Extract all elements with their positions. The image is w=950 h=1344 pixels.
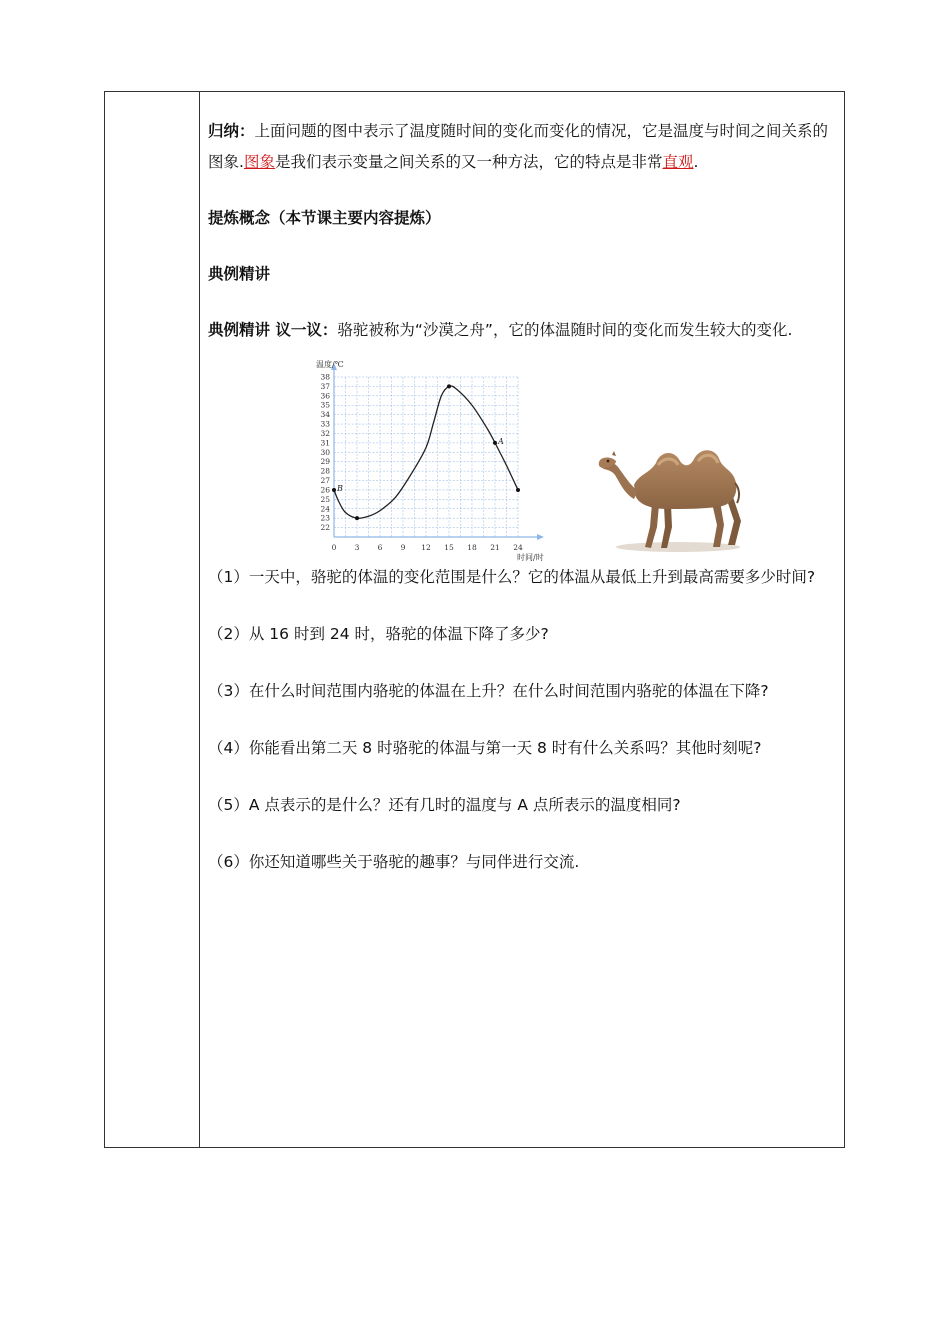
y-tick-label: 26	[320, 485, 330, 495]
example-text: 骆驼被称为“沙漠之舟”，它的体温随时间的变化而发生较大的变化.	[337, 321, 793, 339]
term-intuitive: 直观	[662, 153, 694, 171]
y-tick-label: 33	[320, 419, 330, 429]
concept-heading: 提炼概念（本节课主要内容提炼）	[208, 209, 441, 227]
question-5: （5）A 点表示的是什么？还有几时的温度与 A 点所表示的温度相同?	[208, 796, 681, 814]
data-point	[332, 488, 336, 492]
question-4: （4）你能看出第二天 8 时骆驼的体温与第一天 8 时有什么关系吗？其他时刻呢?	[208, 739, 762, 757]
temperature-chart	[312, 357, 552, 565]
column-divider	[199, 91, 200, 1148]
y-tick-label: 30	[320, 447, 330, 457]
point-label: A	[498, 436, 504, 446]
y-tick-label: 36	[320, 391, 330, 401]
x-tick-label: 21	[490, 543, 500, 552]
summary-text-3: .	[693, 153, 699, 171]
question-3: （3）在什么时间范围内骆驼的体温在上升？在什么时间范围内骆驼的体温在下降?	[208, 682, 769, 700]
camel-illustration	[594, 435, 754, 560]
example-label: 典例精讲 议一议：	[208, 321, 338, 339]
x-tick-label: 18	[467, 543, 477, 552]
y-tick-label: 25	[320, 494, 330, 504]
figure-row	[208, 357, 838, 567]
chart-grid	[334, 377, 518, 537]
summary-text-2: 是我们表示变量之间关系的又一种方法，它的特点是非常	[274, 153, 663, 171]
y-tick-label: 31	[320, 438, 330, 448]
x-tick-label: 0	[331, 543, 337, 552]
summary-label: 归纳：	[208, 122, 255, 140]
x-tick-label: 12	[421, 543, 431, 552]
point-label: B	[337, 483, 343, 493]
term-graph: 图象	[243, 153, 275, 171]
y-tick-label: 29	[320, 457, 330, 467]
x-tick-label: 9	[400, 543, 406, 552]
content-cell	[208, 116, 838, 877]
x-axis-arrow	[537, 534, 544, 540]
y-tick-label: 32	[320, 428, 330, 438]
y-tick-label: 24	[320, 504, 330, 514]
data-point	[447, 384, 451, 388]
example-paragraph	[208, 315, 838, 346]
chart-ticks	[320, 373, 523, 553]
y-tick-label: 23	[320, 513, 330, 523]
x-tick-label: 3	[354, 543, 360, 552]
data-point	[516, 488, 520, 492]
y-tick-label: 35	[320, 400, 330, 410]
y-tick-label: 22	[320, 523, 330, 533]
question-1: （1）一天中，骆驼的体温的变化范围是什么？它的体温从最低上升到最高需要多少时间?	[208, 568, 816, 586]
question-6: （6）你还知道哪些关于骆驼的趣事？与同伴进行交流.	[208, 853, 580, 871]
y-tick-label: 28	[320, 466, 330, 476]
x-tick-label: 24	[513, 543, 523, 552]
example-heading: 典例精讲	[208, 265, 271, 283]
data-point	[355, 516, 359, 520]
y-tick-label: 38	[320, 372, 330, 382]
summary-text-1: 上面问题的图中表示了温度随时间的变化而变化的情况，它是温度与时间之间关系的图象.	[208, 122, 829, 171]
y-tick-label: 27	[320, 476, 330, 486]
question-2: （2）从 16 时到 24 时，骆驼的体温下降了多少?	[208, 625, 549, 643]
x-tick-label: 15	[444, 543, 454, 552]
x-axis-label: 时间/时	[517, 553, 544, 562]
data-point	[493, 441, 497, 445]
y-axis-label: 温度/℃	[316, 360, 344, 369]
y-tick-label: 37	[320, 381, 330, 391]
x-tick-label: 6	[377, 543, 383, 552]
y-tick-label: 34	[320, 410, 330, 420]
question-list	[208, 563, 838, 877]
summary-paragraph	[208, 116, 838, 178]
